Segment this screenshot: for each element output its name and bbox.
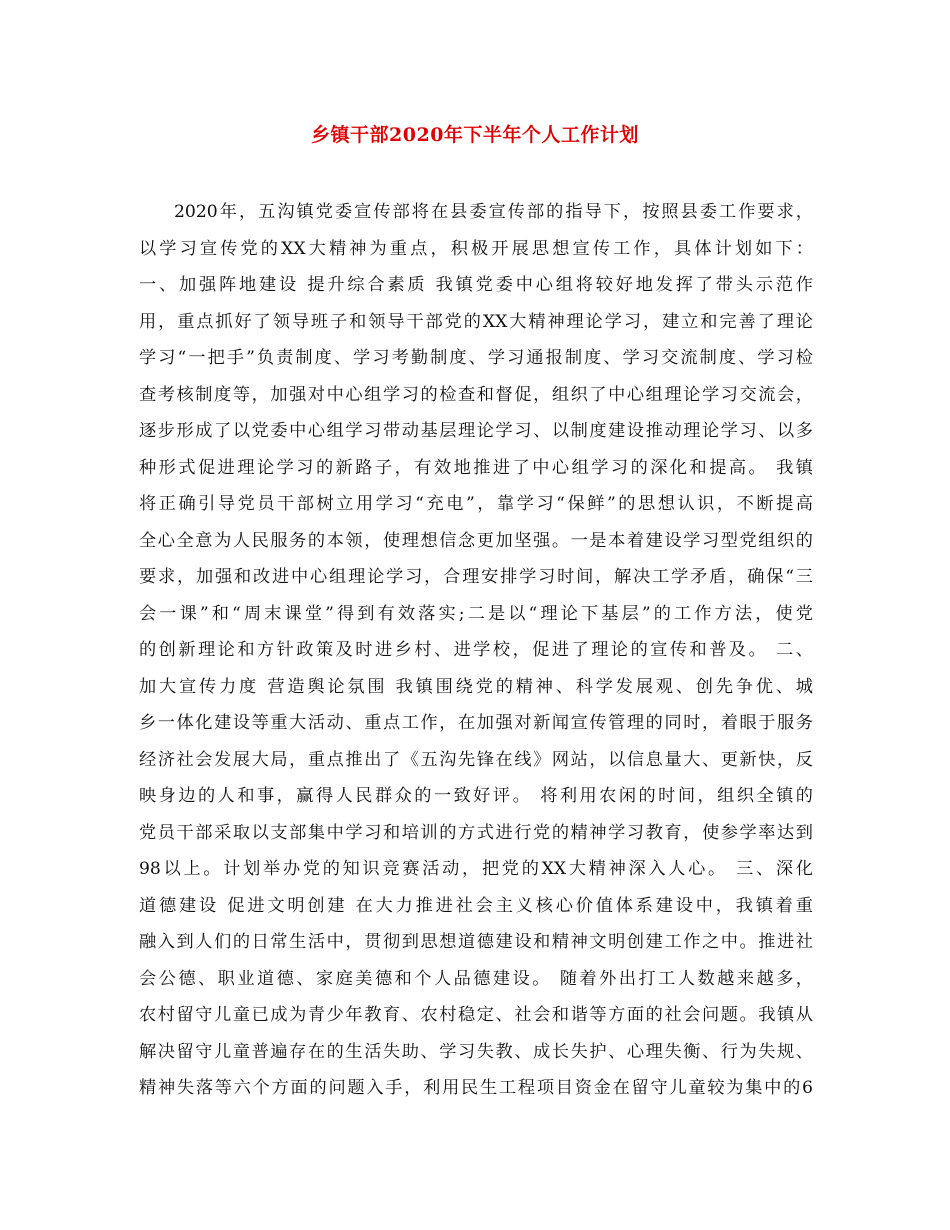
body-line: 种形式促进理论学习的新路子，有效地推进了中心组学习的深化和提高。 我镇 [139, 457, 813, 478]
body-line: 农村留守儿童已成为青少年教育、农村稳定、社会和谐等方面的社会问题。我镇从 [139, 1005, 813, 1025]
body-line: 映身边的人和事，赢得人民群众的一致好评。 将利用农闲的时间，组织全镇的 [139, 786, 813, 806]
body-line: 一、加强阵地建设 提升综合素质 我镇党委中心组将较好地发挥了带头示范作 [139, 275, 813, 295]
body-line: 党员干部采取以支部集中学习和培训的方式进行党的精神学习教育，使参学率达到 [139, 822, 813, 843]
body-line: 道德建设 促进文明创建 在大力推进社会主义核心价值体系建设中，我镇着重 [139, 895, 813, 916]
document-title: 乡镇干部2020年下半年个人工作计划 [311, 124, 639, 146]
body-line: 会公德、职业道德、家庭美德和个人品德建设。 随着外出打工人数越来越多， [139, 968, 813, 989]
body-line: 以学习宣传党的XX大精神为重点，积极开展思想宣传工作，具体计划如下： [139, 238, 813, 259]
body-line: 将正确引导党员干部树立用学习“充电”，靠学习“保鲜”的思想认识，不断提高 [139, 494, 813, 514]
body-line: 98以上。计划举办党的知识竞赛活动，把党的XX大精神深入人心。 三、深化 [139, 859, 813, 879]
body-line: 全心全意为人民服务的本领，使理想信念更加坚强。一是本着建设学习型党组织的 [139, 530, 813, 551]
body-line: 2020年，五沟镇党委宣传部将在县委宣传部的指导下，按照县委工作要求， [174, 202, 813, 222]
body-line: 精神失落等六个方面的问题入手，利用民生工程项目资金在留守儿童较为集中的6 [139, 1078, 813, 1098]
document-body [139, 194, 813, 1107]
body-line: 要求，加强和改进中心组理论学习，合理安排学习时间，解决工学矛盾，确保“三 [139, 567, 813, 587]
body-line: 逐步形成了以党委中心组学习带动基层理论学习、以制度建设推动理论学习、以多 [139, 421, 813, 441]
body-line: 会一课”和“周末课堂”得到有效落实;二是以“理论下基层”的工作方法，使党 [139, 603, 813, 624]
body-line: 用，重点抓好了领导班子和领导干部党的XX大精神理论学习，建立和完善了理论 [139, 311, 813, 332]
body-line: 解决留守儿童普遍存在的生活失助、学习失教、成长失护、心理失衡、行为失规、 [139, 1041, 813, 1062]
body-line: 加大宣传力度 营造舆论氛围 我镇围绕党的精神、科学发展观、创先争优、城 [139, 676, 813, 697]
body-line: 经济社会发展大局，重点推出了《五沟先锋在线》网站，以信息量大、更新快，反 [139, 749, 813, 770]
body-line: 学习“一把手”负责制度、学习考勤制度、学习通报制度、学习交流制度、学习检 [139, 348, 813, 368]
body-line: 的创新理论和方针政策及时进乡村、进学校，促进了理论的宣传和普及。 二、 [139, 640, 813, 660]
body-line: 融入到人们的日常生活中，贯彻到思想道德建设和精神文明创建工作之中。推进社 [139, 932, 813, 952]
body-line: 乡一体化建设等重大活动、重点工作，在加强对新闻宣传管理的同时，着眼于服务 [139, 713, 813, 733]
body-line: 查考核制度等，加强对中心组学习的检查和督促，组织了中心组理论学习交流会， [139, 384, 813, 405]
